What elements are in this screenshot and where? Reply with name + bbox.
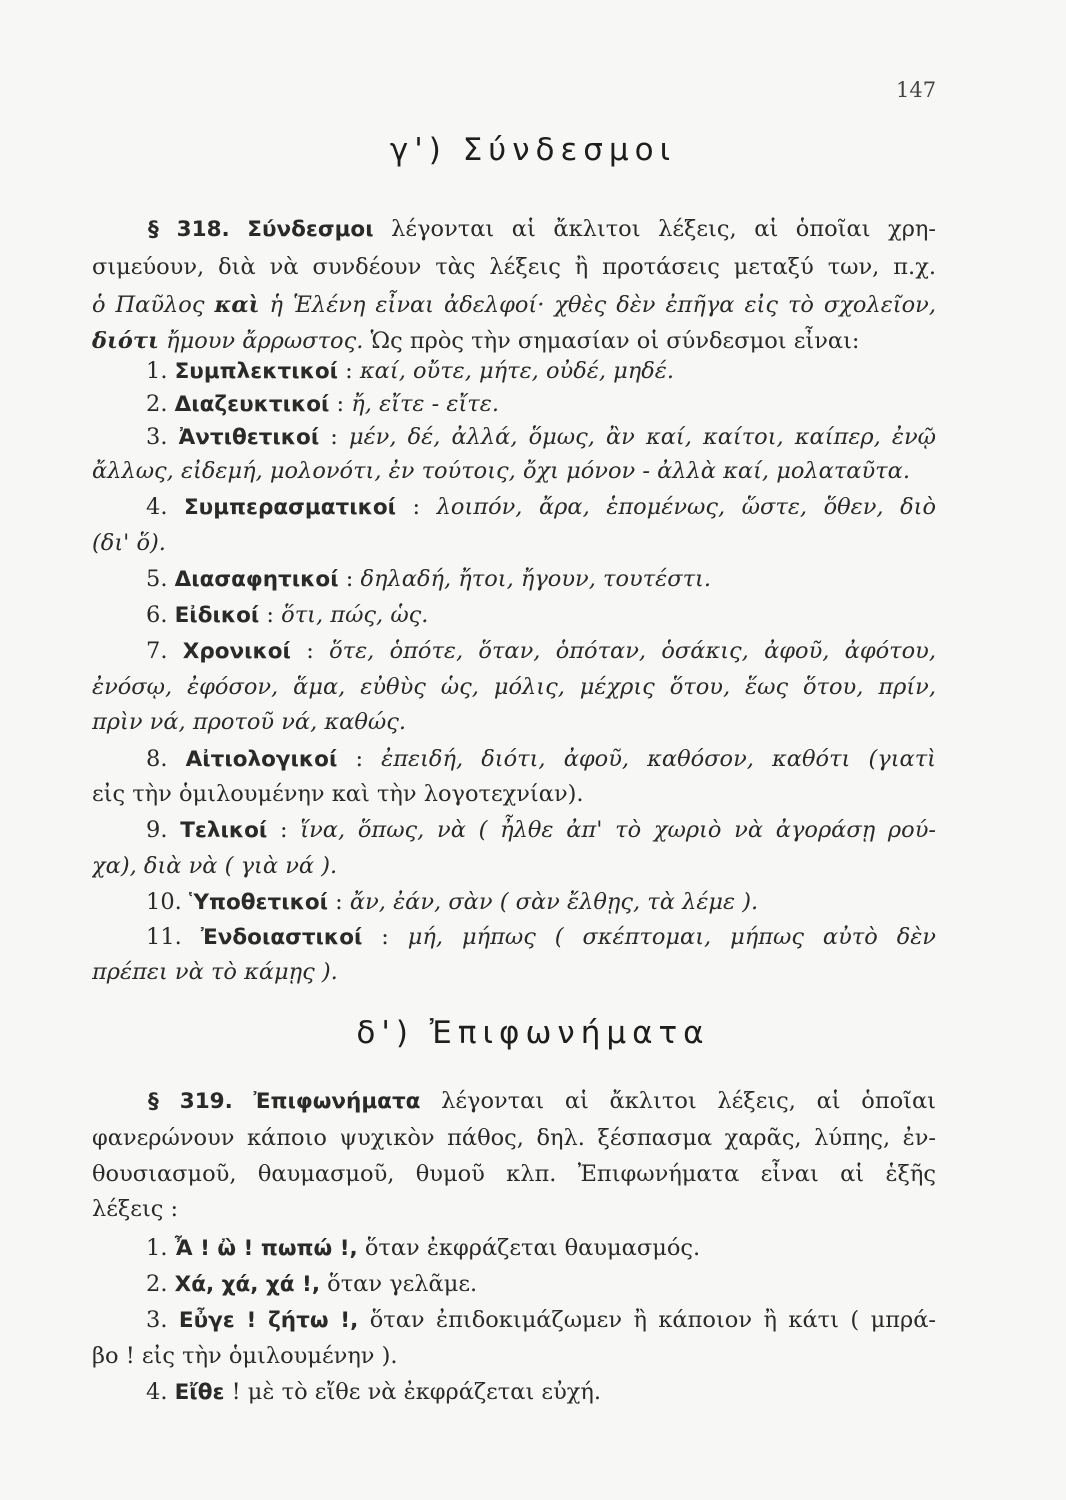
list-item: 3. Εὖγε ! ζήτω !, ὅταν ἐπιδοκιμάζωμεν ἢ κάποιον ἢ κάτι ( μπρά- xyxy=(146,1307,936,1333)
paragraph-text: λέγονται αἱ ἄκλιτοι λέξεις, αἱ ὁποῖαι χρη- xyxy=(391,216,936,242)
paragraph-number: § 319. xyxy=(148,1089,233,1114)
paragraph-number: § 318. xyxy=(148,217,230,242)
item-term: Διασαφητικοί xyxy=(174,567,339,592)
item-term: Ἆ ! ὢ ! πωπώ !, xyxy=(174,1236,358,1261)
list-item: 2. Χά, χά, χά !, ὅταν γελᾶμε. xyxy=(146,1271,478,1297)
item-term: Ὑποθετικοί xyxy=(188,890,328,915)
example-conjunction: διότι xyxy=(92,328,159,354)
item-term: Εἰδικοί xyxy=(174,603,260,628)
list-item: 10. Ὑποθετικοί : ἄν, ἐάν, σὰν ( σὰν ἔλθῃς, τὰ λέμε ). xyxy=(146,889,759,915)
list-item: 3. Ἀντιθετικοί : μέν, δέ, ἀλλά, ὅμως, ἂν καί, καίτοι, καίπερ, ἐνῷ xyxy=(146,424,936,450)
item-term: Διαζευκτικοί xyxy=(174,392,330,417)
list-item-continuation: πρέπει νὰ τὸ κάμῃς ). xyxy=(92,959,338,985)
list-item-continuation: χα), διὰ νὰ ( γιὰ νά ). xyxy=(92,853,338,879)
item-term: Χρονικοί xyxy=(182,639,291,664)
list-item-continuation: εἰς τὴν ὁμιλουμένην καὶ τὴν λογοτεχνίαν). xyxy=(92,781,584,807)
item-term: Χά, χά, χά !, xyxy=(174,1272,321,1297)
example-text: ἤμουν ἄρρωστος. xyxy=(166,328,364,354)
list-item-continuation: βο ! εἰς τὴν ὁμιλουμένην ). xyxy=(92,1343,398,1369)
item-term: Ἐνδοιαστικοί xyxy=(200,925,363,950)
item-term: Συμπλεκτικοί xyxy=(174,359,339,384)
list-item: 1. Ἆ ! ὢ ! πωπώ !, ὅταν ἐκφράζεται θαυμασμός. xyxy=(146,1235,701,1261)
term-interjections: Ἐπιφωνήματα xyxy=(253,1089,421,1114)
item-term: Συμπερασματικοί xyxy=(184,495,397,520)
paragraph-319-line-1 xyxy=(148,1085,936,1118)
paragraph-text: λέγονται αἱ ἄκλιτοι λέξεις, αἱ ὁποῖαι xyxy=(441,1088,936,1114)
list-item: 4. Συμπερασματικοί : λοιπόν, ἄρα, ἑπομένως, ὥστε, ὅθεν, διὸ xyxy=(146,494,936,520)
list-item: 7. Χρονικοί : ὅτε, ὁπότε, ὅταν, ὁπόταν, ὁσάκις, ἀφοῦ, ἀφότου, xyxy=(146,638,936,664)
paragraph-318-line-4 xyxy=(92,325,936,357)
section-heading-conjunctions: γ') Σύνδεσμοι xyxy=(389,132,677,168)
paragraph-319-line-3: θουσιασμοῦ, θαυμασμοῦ, θυμοῦ κλπ. Ἐπιφωνήματα εἶναι αἱ ἑξῆς xyxy=(92,1161,936,1187)
paragraph-318-line-1 xyxy=(148,213,936,246)
list-item-continuation: ἐνόσῳ, ἐφόσον, ἅμα, εὐθὺς ὡς, μόλις, μέχρις ὅτου, ἕως ὅτου, πρίν, xyxy=(92,674,936,700)
list-item-continuation: ἄλλως, εἰδεμή, μολονότι, ἐν τούτοις, ὄχι μόνον - ἀλλὰ καί, μολαταῦτα. xyxy=(92,458,910,484)
example-text: ἡ Ἑλένη εἶναι ἀδελφοί· χθὲς δὲν ἐπῆγα εἰς τὸ σχολεῖον, xyxy=(269,292,936,318)
example-text: ὁ Παῦλος xyxy=(92,292,205,318)
item-term: Εἴθε xyxy=(174,1380,225,1405)
list-item: 8. Αἰτιολογικοί : ἐπειδή, διότι, ἀφοῦ, καθόσον, καθότι (γιατὶ xyxy=(146,746,936,772)
list-item: 11. Ἐνδοιαστικοί : μή, μήπως ( σκέπτομαι, μήπως αὐτὸ δὲν xyxy=(146,924,936,950)
list-item: 1. Συμπλεκτικοί : καί, οὔτε, μήτε, οὐδέ, μηδέ. xyxy=(146,358,674,384)
page-number: 147 xyxy=(896,78,937,102)
list-item-continuation: (δι' ὅ). xyxy=(92,530,166,556)
paragraph-319-line-2: φανερώνουν κάποιο ψυχικὸν πάθος, δηλ. ξέσπασμα χαρᾶς, λύπης, ἐν- xyxy=(92,1125,936,1151)
item-term: Εὖγε ! ζήτω !, xyxy=(178,1308,359,1333)
item-term: Αἰτιολογικοί xyxy=(185,747,338,772)
example-conjunction: καὶ xyxy=(214,292,260,318)
list-item: 4. Εἴθε ! μὲ τὸ εἴθε νὰ ἐκφράζεται εὐχή. xyxy=(146,1379,602,1405)
paragraph-318-line-3 xyxy=(92,289,936,321)
list-item: 6. Εἰδικοί : ὅτι, πώς, ὡς. xyxy=(146,602,429,628)
list-item: 2. Διαζευκτικοί : ἤ, εἴτε - εἴτε. xyxy=(146,391,499,417)
list-item: 9. Τελικοί : ἵνα, ὅπως, νὰ ( ἦλθε ἀπ' τὸ χωριὸ νὰ ἀγοράσῃ ρού- xyxy=(146,817,936,843)
item-term: Τελικοί xyxy=(180,818,268,843)
paragraph-319-line-4: λέξεις : xyxy=(92,1196,179,1222)
paragraph-318-line-2: σιμεύουν, διὰ νὰ συνδέουν τὰς λέξεις ἢ προτάσεις μεταξύ των, π.χ. xyxy=(92,254,936,280)
list-item-continuation: πρὶν νά, προτοῦ νά, καθώς. xyxy=(92,709,407,735)
item-term: Ἀντιθετικοί xyxy=(178,425,320,450)
term-conjunctions: Σύνδεσμοι xyxy=(247,217,374,242)
section-heading-interjections: δ') Ἐπιφωνήματα xyxy=(356,1015,710,1051)
paragraph-text: Ὡς πρὸς τὴν σημασίαν οἱ σύνδεσμοι εἶναι: xyxy=(370,328,860,354)
list-item: 5. Διασαφητικοί : δηλαδή, ἤτοι, ἤγουν, τουτέστι. xyxy=(146,566,711,592)
